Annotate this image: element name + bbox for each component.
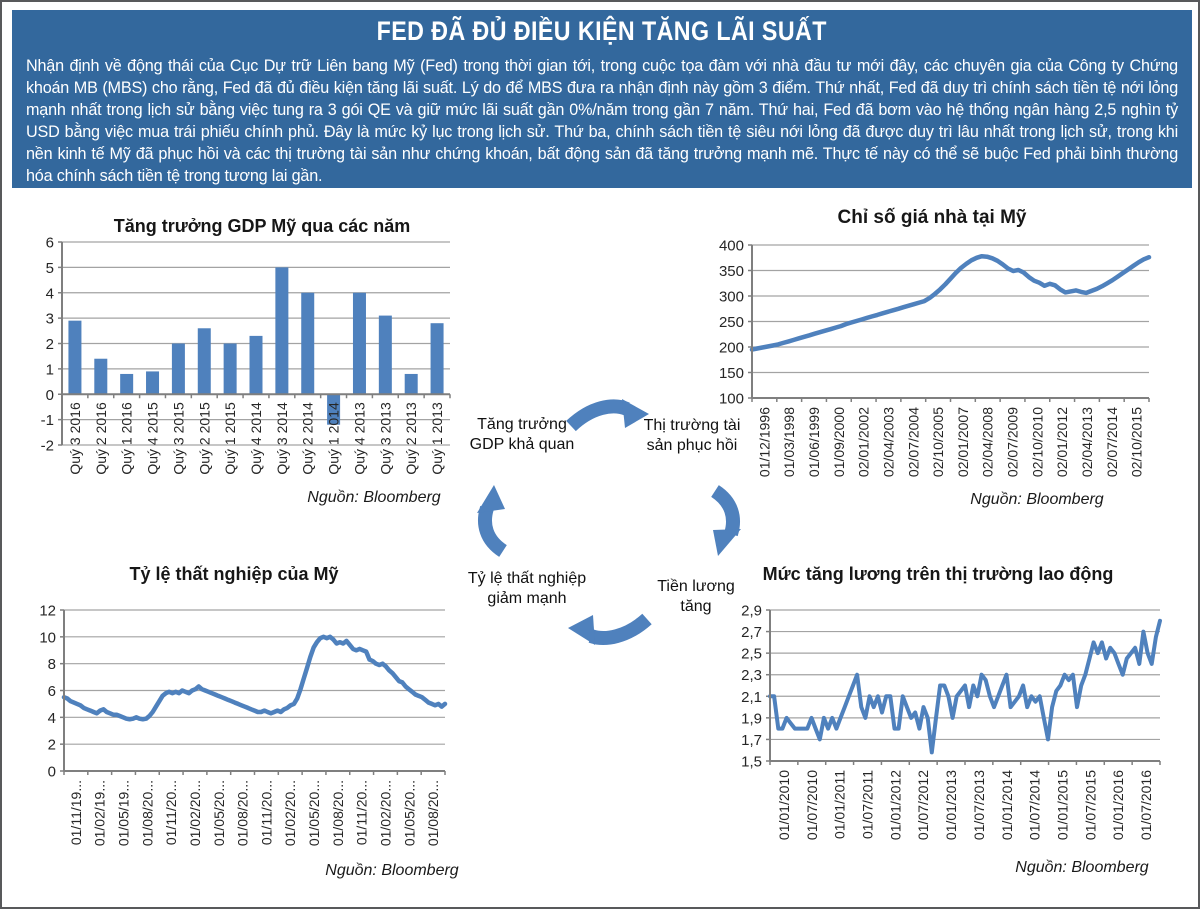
svg-text:1,9: 1,9 <box>741 710 762 728</box>
svg-text:350: 350 <box>718 263 744 280</box>
svg-text:02/01/2007: 02/01/2007 <box>954 407 971 478</box>
svg-text:Quý 4 2014: Quý 4 2014 <box>248 402 264 475</box>
cycle-label-wage-increase: Tiền lương tăng <box>657 578 735 615</box>
svg-text:02/04/2003: 02/04/2003 <box>880 407 897 478</box>
svg-text:6: 6 <box>47 683 56 700</box>
gridlines <box>64 610 445 771</box>
svg-text:01/05/20...: 01/05/20... <box>401 780 418 847</box>
svg-text:12: 12 <box>39 602 56 620</box>
svg-text:6: 6 <box>45 234 54 252</box>
chart-title: Mức tăng lương trên thị trường lao động <box>762 564 1114 584</box>
svg-text:01/07/2011: 01/07/2011 <box>859 770 876 840</box>
svg-text:2: 2 <box>45 336 54 353</box>
svg-text:01/11/20...: 01/11/20... <box>258 780 275 846</box>
page-title: FED ĐÃ ĐỦ ĐIỀU KIỆN TĂNG LÃI SUẤT <box>376 16 828 46</box>
svg-text:2,9: 2,9 <box>741 602 762 620</box>
svg-text:01/03/1998: 01/03/1998 <box>781 407 798 478</box>
svg-text:01/05/20...: 01/05/20... <box>210 780 227 847</box>
svg-text:Quý 1 2016: Quý 1 2016 <box>118 402 135 475</box>
gdp-chart-container <box>22 202 547 507</box>
svg-text:10: 10 <box>39 629 56 647</box>
svg-text:Quý 3 2015: Quý 3 2015 <box>170 402 187 475</box>
svg-text:01/07/2013: 01/07/2013 <box>970 770 987 841</box>
svg-text:01/07/2016: 01/07/2016 <box>1138 770 1155 841</box>
svg-text:01/11/19...: 01/11/19... <box>67 780 84 846</box>
svg-text:01/07/2015: 01/07/2015 <box>1082 770 1099 841</box>
svg-text:01/08/20...: 01/08/20... <box>234 780 251 847</box>
svg-text:Quý 2 2013: Quý 2 2013 <box>403 402 420 475</box>
chart-source: Nguồn: Bloomberg <box>307 489 441 506</box>
cycle-label-asset-recovery: Thị trường tài sản phục hồi <box>643 417 741 454</box>
svg-text:150: 150 <box>718 365 744 382</box>
x-axis-labels <box>756 407 1144 477</box>
cycle-label-gdp-growth: Tăng trưởng GDP khả quan <box>469 416 575 453</box>
svg-text:4: 4 <box>47 709 56 727</box>
cycle-label-unemployment-drop: Tỷ lệ thất nghiệp giảm mạnh <box>467 570 587 607</box>
svg-text:01/05/20...: 01/05/20... <box>306 780 323 847</box>
svg-text:01/02/19...: 01/02/19... <box>91 780 108 847</box>
x-axis-labels <box>67 402 445 475</box>
cycle-arrow-right-icon <box>700 484 746 558</box>
svg-text:100: 100 <box>718 390 744 408</box>
svg-text:01/01/2014: 01/01/2014 <box>998 770 1015 841</box>
chart-title: Chỉ số giá nhà tại Mỹ <box>837 207 1027 228</box>
svg-text:01/09/2000: 01/09/2000 <box>830 407 847 478</box>
svg-text:01/08/20...: 01/08/20... <box>329 780 346 847</box>
svg-text:0: 0 <box>45 386 54 404</box>
svg-text:400: 400 <box>718 237 744 255</box>
svg-text:01/08/20...: 01/08/20... <box>425 780 442 847</box>
chart-title: Tăng trưởng GDP Mỹ qua các năm <box>113 216 411 236</box>
svg-text:01/11/20...: 01/11/20... <box>353 780 370 846</box>
svg-text:02/04/2008: 02/04/2008 <box>979 407 996 478</box>
svg-text:Quý 4 2013: Quý 4 2013 <box>351 402 368 475</box>
intro-paragraph: Nhận định về động thái của Cục Dự trữ Liên bang Mỹ (Fed) trong thời gian tới, trong cuộc tọa đàm với nhà đầu tư mới đây, các chuyên gia của Công ty Chứng khoán MB (MBS) cho rằng, Fed đã đủ điều kiện tăng lãi suất. Lý do để MBS đưa ra nhận định này gồm 3 điểm. Thứ nhất, Fed đã duy trì chính sách tiền tệ nới lỏng mạnh nhất trong lịch sử bằng việc tung ra 3 gói QE và giữ mức lãi suất gần 0%/năm trong gần 7 năm. Thứ hai, Fed đã bơm vào hệ thống ngân hàng 2,5 nghìn tỷ USD bằng việc mua trái phiếu chính phủ. Đây là mức kỷ lục trong lịch sử. Thứ ba, chính sách tiền tệ siêu nới lỏng đã được duy trì lâu nhất trong lịch sử, trong khi nền kinh tế Mỹ đã phục hồi và các thị trường tài sản như chứng khoán, bất động sản đã tăng trưởng mạnh mẽ. Thực tế này có thể sẽ buộc Fed phải bình thường hóa chính sách tiền tệ trong tương lai gần. <box>26 57 1178 186</box>
svg-text:-2: -2 <box>40 437 54 455</box>
svg-text:02/07/2009: 02/07/2009 <box>1004 407 1021 478</box>
line-series <box>770 621 1160 753</box>
svg-text:300: 300 <box>718 288 744 306</box>
svg-text:2: 2 <box>47 736 56 754</box>
svg-text:01/07/2014: 01/07/2014 <box>1026 770 1043 841</box>
svg-text:01/01/2015: 01/01/2015 <box>1054 770 1071 841</box>
header-panel <box>12 10 1192 188</box>
svg-text:02/01/2012: 02/01/2012 <box>1054 407 1071 478</box>
svg-text:02/10/2005: 02/10/2005 <box>930 407 947 478</box>
svg-text:250: 250 <box>718 314 744 331</box>
svg-text:Quý 3 2014: Quý 3 2014 <box>273 402 290 475</box>
svg-text:5: 5 <box>45 259 54 277</box>
cycle-arrow-bottom-icon <box>567 606 653 646</box>
svg-text:Quý 3 2016: Quý 3 2016 <box>66 402 83 475</box>
svg-text:8: 8 <box>47 656 56 674</box>
line-series <box>64 637 445 720</box>
svg-text:3: 3 <box>45 310 54 328</box>
svg-text:02/04/2013: 02/04/2013 <box>1078 407 1095 478</box>
svg-text:200: 200 <box>718 339 744 357</box>
x-axis-labels <box>68 780 441 846</box>
svg-text:02/07/2004: 02/07/2004 <box>905 407 922 478</box>
svg-text:02/01/2002: 02/01/2002 <box>855 407 872 478</box>
chart-source: Nguồn: Bloomberg <box>1015 859 1149 876</box>
svg-text:1,5: 1,5 <box>741 753 762 771</box>
svg-text:0: 0 <box>47 763 56 781</box>
svg-text:01/01/2016: 01/01/2016 <box>1110 770 1127 841</box>
svg-text:01/01/2010: 01/01/2010 <box>775 770 792 841</box>
wage-growth-line-chart <box>720 547 1192 892</box>
house-chart-container <box>632 197 1192 509</box>
svg-text:Quý 2 2014: Quý 2 2014 <box>299 402 316 475</box>
svg-text:01/02/20...: 01/02/20... <box>282 780 299 847</box>
svg-text:2,5: 2,5 <box>741 645 762 663</box>
house-price-line-chart <box>632 197 1192 509</box>
gdp-bar-chart <box>22 202 547 507</box>
svg-text:Quý 1 2015: Quý 1 2015 <box>222 402 239 475</box>
svg-text:01/01/2013: 01/01/2013 <box>943 770 960 841</box>
svg-text:01/01/2012: 01/01/2012 <box>887 770 904 841</box>
wage-chart-container <box>720 547 1192 892</box>
svg-text:4: 4 <box>45 285 54 303</box>
svg-text:Quý 4 2015: Quý 4 2015 <box>144 402 161 475</box>
svg-text:1: 1 <box>45 361 54 379</box>
svg-text:02/10/2015: 02/10/2015 <box>1128 407 1145 478</box>
svg-text:2,3: 2,3 <box>741 667 762 685</box>
svg-text:01/07/2010: 01/07/2010 <box>803 770 820 841</box>
svg-text:01/02/20...: 01/02/20... <box>377 780 394 847</box>
svg-text:Quý 2 2015: Quý 2 2015 <box>196 402 213 475</box>
svg-text:2,7: 2,7 <box>741 624 762 642</box>
chart-title: Tỷ lệ thất nghiệp của Mỹ <box>129 564 339 584</box>
svg-text:01/07/2012: 01/07/2012 <box>915 770 932 841</box>
svg-text:01/11/20...: 01/11/20... <box>163 780 180 846</box>
svg-text:Quý 3 2013: Quý 3 2013 <box>377 402 394 475</box>
svg-text:Quý 2 2016: Quý 2 2016 <box>92 402 109 475</box>
gridlines <box>752 245 1149 398</box>
svg-text:Quý 1 2014: Quý 1 2014 <box>325 402 342 475</box>
chart-source: Nguồn: Bloomberg <box>325 862 459 879</box>
svg-text:01/02/20...: 01/02/20... <box>186 780 203 847</box>
svg-text:01/05/19...: 01/05/19... <box>115 780 132 847</box>
svg-text:01/08/20...: 01/08/20... <box>139 780 156 847</box>
svg-text:01/01/2011: 01/01/2011 <box>831 770 848 840</box>
x-axis-labels <box>776 770 1154 840</box>
svg-text:-1: -1 <box>40 412 54 430</box>
cycle-arrow-left-icon <box>472 484 518 558</box>
chart-source: Nguồn: Bloomberg <box>970 491 1104 508</box>
svg-text:Quý 1 2013: Quý 1 2013 <box>429 402 446 475</box>
svg-text:02/10/2010: 02/10/2010 <box>1029 407 1046 478</box>
bar-series <box>68 267 443 424</box>
svg-text:02/07/2014: 02/07/2014 <box>1103 407 1120 478</box>
svg-text:01/12/1996: 01/12/1996 <box>756 407 773 478</box>
svg-text:1,7: 1,7 <box>741 731 762 749</box>
svg-text:2,1: 2,1 <box>741 688 762 706</box>
cycle-arrow-top-icon <box>565 398 651 436</box>
svg-text:01/06/1999: 01/06/1999 <box>806 407 823 478</box>
